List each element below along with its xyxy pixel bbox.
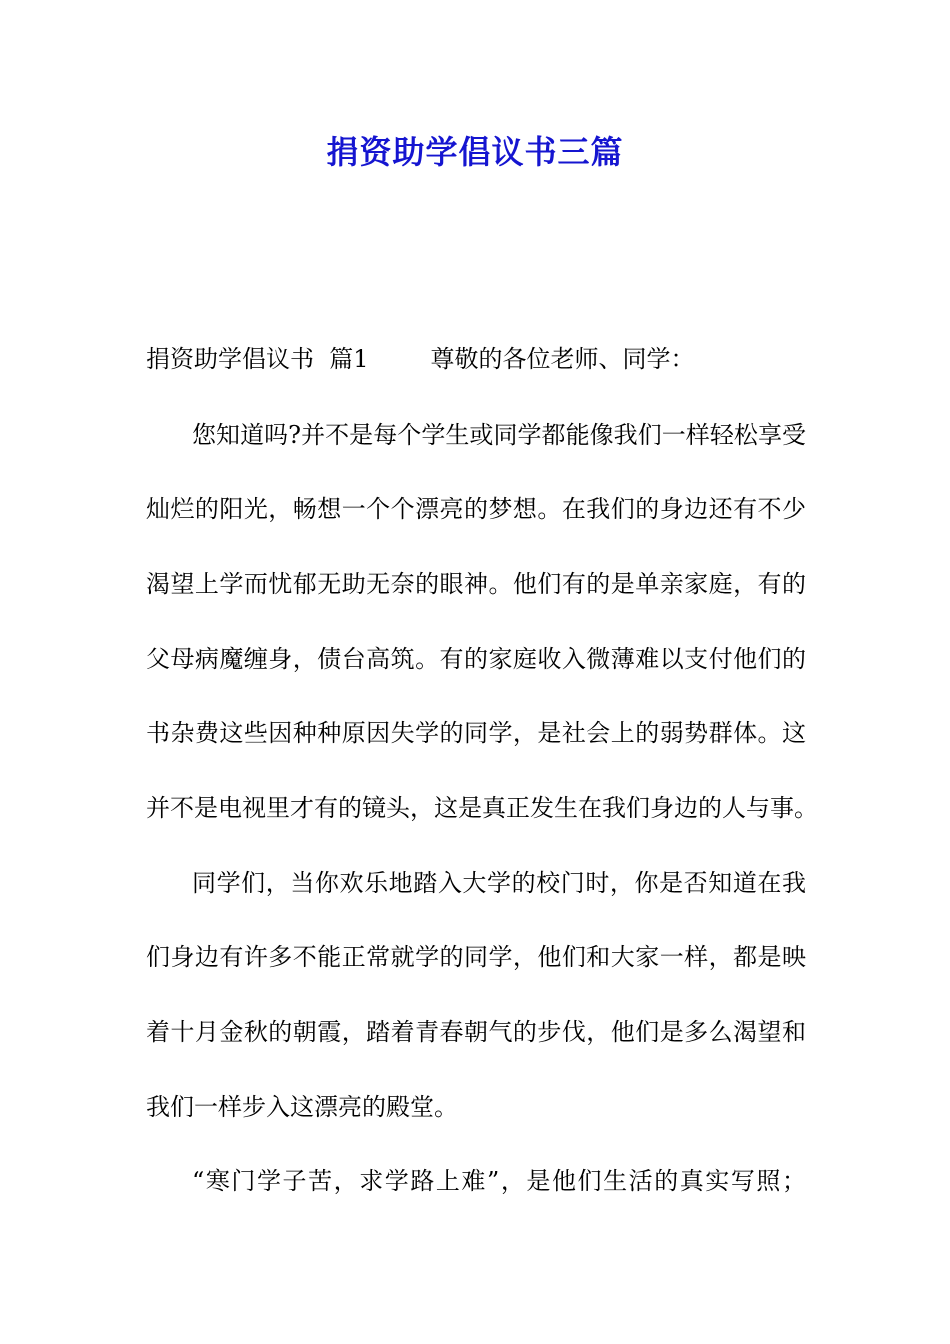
paragraph-line: 渴望上学而忧郁无助无奈的眼神。他们有的是单亲家庭，有的 [146,570,806,598]
paragraph-line: 同学们，当你欢乐地踏入大学的校门时，你是否知道在我 [192,869,806,897]
paragraph-line: 父母病魔缠身，债台高筑。有的家庭收入微薄难以支付他们的 [146,645,806,673]
section-label: 捐资助学倡议书 篇1 [146,345,369,373]
paragraph-line: 我们一样步入这漂亮的殿堂。 [146,1093,458,1121]
paragraph-line: 并不是电视里才有的镜头，这是真正发生在我们身边的人与事。 [146,794,818,822]
paragraph-line: “寒门学子苦，求学路上难”，是他们生活的真实写照； [192,1167,806,1195]
paragraph-line: 们身边有许多不能正常就学的同学，他们和大家一样，都是映 [146,943,806,971]
paragraph-line: 书杂费这些因种种原因失学的同学，是社会上的弱势群体。这 [146,719,806,747]
paragraph-line: 您知道吗?并不是每个学生或同学都能像我们一样轻松享受 [192,421,806,449]
salutation: 尊敬的各位老师、同学： [430,345,695,373]
paragraph-line: 着十月金秋的朝霞，踏着青春朝气的步伐，他们是多么渴望和 [146,1018,806,1046]
paragraph-line: 灿烂的阳光，畅想一个个漂亮的梦想。在我们的身边还有不少 [146,495,806,523]
document-title: 捐资助学倡议书三篇 [326,133,624,171]
heading-line [146,344,806,374]
